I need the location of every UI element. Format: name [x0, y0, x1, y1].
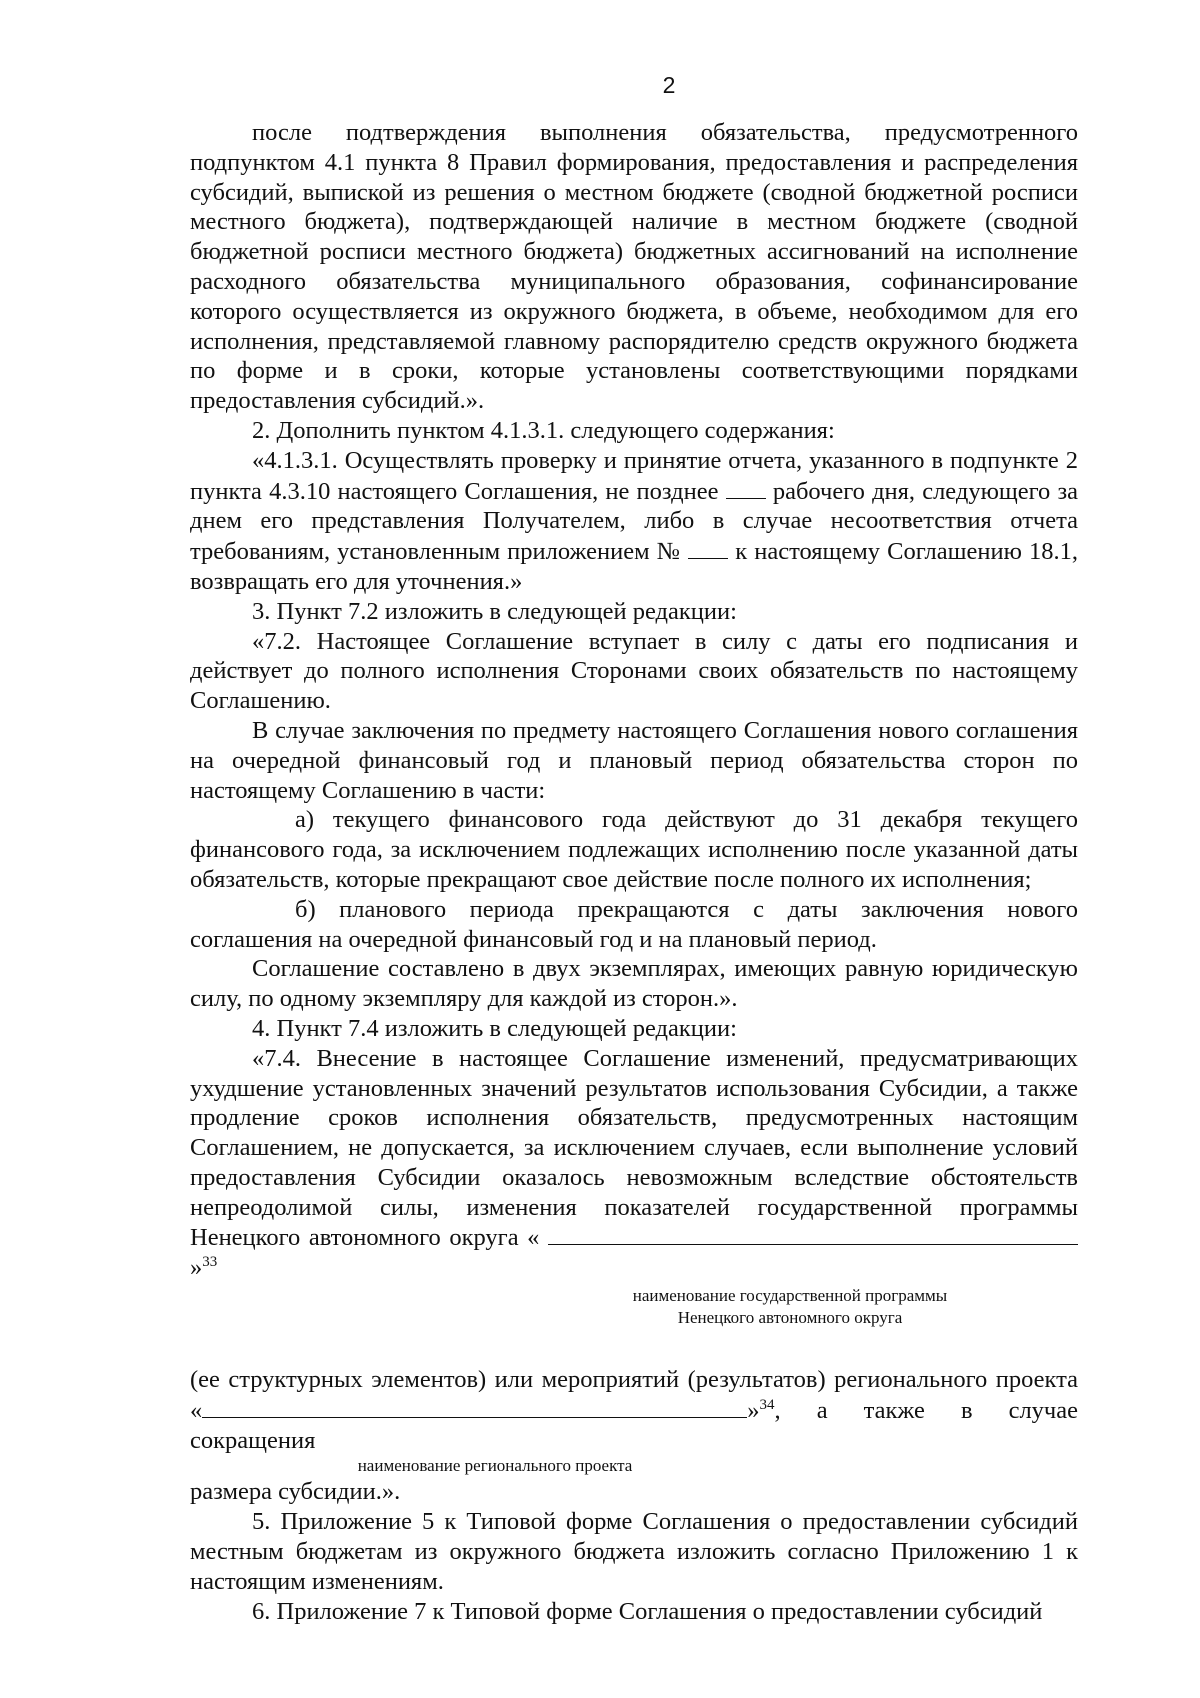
footnote-34: 34 [759, 1396, 775, 1413]
project-name-blank [202, 1395, 747, 1418]
item-4-1-3-1-part-3: к настоящему Соглашению 18.1, возвращать его для уточнения.» [190, 538, 1079, 595]
appendix-number-blank [688, 536, 728, 559]
program-caption [590, 1285, 990, 1329]
item-7-2-text: «7.2. Настоящее Соглашение вступает в силу с даты его подписания и действует до полного исполнения Сторонами своих обязательств по настоящему Соглашению. [190, 627, 1078, 715]
program-caption-line-1: наименование государственной программы [632, 1286, 948, 1306]
subitem-a: а) текущего финансового года действуют до 31 декабря текущего финансового года, за исключением подлежащих исполнению после указанной даты обязательств, которые прекращают свое действие после полного их исполнения; [190, 806, 1078, 893]
item-7-4-text [190, 1044, 1078, 1283]
structural-elements-text: (ее структурных элементов) или мероприятий (результатов) регионального проекта [190, 1366, 1078, 1394]
program-caption-line-2: Ненецкого автономного округа [677, 1308, 903, 1328]
close-quote-2: » [747, 1396, 760, 1424]
item-4-1-3-1-part-1: «4.1.3.1. Осуществлять проверку и принятие отчета, указанного в подпункте 2 пункта 4.3.10 настоящего Соглашения, не позднее [190, 446, 1078, 505]
page-number: 2 [662, 72, 676, 98]
new-agreement-paragraph: В случае заключения по предмету настоящего Соглашения нового соглашения на очередной финансовый год и плановый период обязательства сторон по настоящему Соглашению в части: [190, 716, 1078, 804]
item-4-heading: 4. Пункт 7.4 изложить в следующей редакции: [252, 1014, 737, 1042]
item-5-text: 5. Приложение 5 к Типовой форме Соглашения о предоставлении субсидий местным бюджетам из окружного бюджета изложить согласно Приложению 1 к настоящим изменениям. [190, 1508, 1078, 1595]
subitem-b: б) планового периода прекращаются с даты заключения нового соглашения на очередной финансовый год и на плановый период. [190, 895, 1078, 953]
item-4-1-3-1-text [190, 446, 1078, 597]
close-quote: » [190, 1254, 203, 1282]
project-caption: наименование регионального проекта [357, 1456, 633, 1476]
structural-elements-paragraph [190, 1365, 1078, 1455]
structural-elements-tail: , а также в случае сокращения [190, 1396, 1078, 1454]
item-3-heading: 3. Пункт 7.2 изложить в следующей редакции: [252, 597, 737, 625]
item-6-text: 6. Приложение 7 к Типовой форме Соглашения о предоставлении субсидий [252, 1597, 1043, 1625]
days-blank [726, 476, 766, 499]
footnote-33: 33 [202, 1254, 218, 1271]
paragraph-continuation: после подтверждения выполнения обязательства, предусмотренного подпунктом 4.1 пункта 8 Правил формирования, предоставления и распределения субсидий, выпиской из решения о местном бюджете (сводной бюджетной росписи местного бюджета), подтверждающей наличие в местном бюджете (сводной бюджетной росписи местного бюджета) бюджетных ассигнований на исполнение расходного обязательства муниципального образования, софинансирование которого осуществляется из окружного бюджета, в объеме, необходимом для его исполнения, представляемой главному распорядителю средств окружного бюджета по форме и в сроки, которые установлены соответствующими порядками предоставления субсидий.». [190, 119, 1078, 415]
program-name-blank [548, 1222, 1078, 1245]
item-4-1-3-1-part-2: рабочего дня, следующего за днем его представления Получателем, либо в случае несоответствия отчета требованиям, установленным приложением № [190, 477, 1079, 566]
open-quote: « [190, 1396, 203, 1424]
item-2-heading: 2. Дополнить пунктом 4.1.3.1. следующего содержания: [252, 416, 835, 444]
spacer [190, 1329, 1078, 1365]
copies-paragraph: Соглашение составлено в двух экземплярах, имеющих равную юридическую силу, по одному экземпляру для каждой из сторон.». [190, 955, 1078, 1013]
item-7-4-body: «7.4. Внесение в настоящее Соглашение изменений, предусматривающих ухудшение установленных значений результатов использования Субсидии, а также продление сроков исполнения обязательств, предусмотренных настоящим Соглашением, не допускается, за исключением случаев, если выполнение условий предоставления Субсидии оказалось невозможным вследствие обстоятельств непреодолимой силы, изменения показателей государственной программы Ненецкого автономного округа « [190, 1044, 1078, 1252]
subsidy-size-line: размера субсидии.». [190, 1478, 401, 1506]
